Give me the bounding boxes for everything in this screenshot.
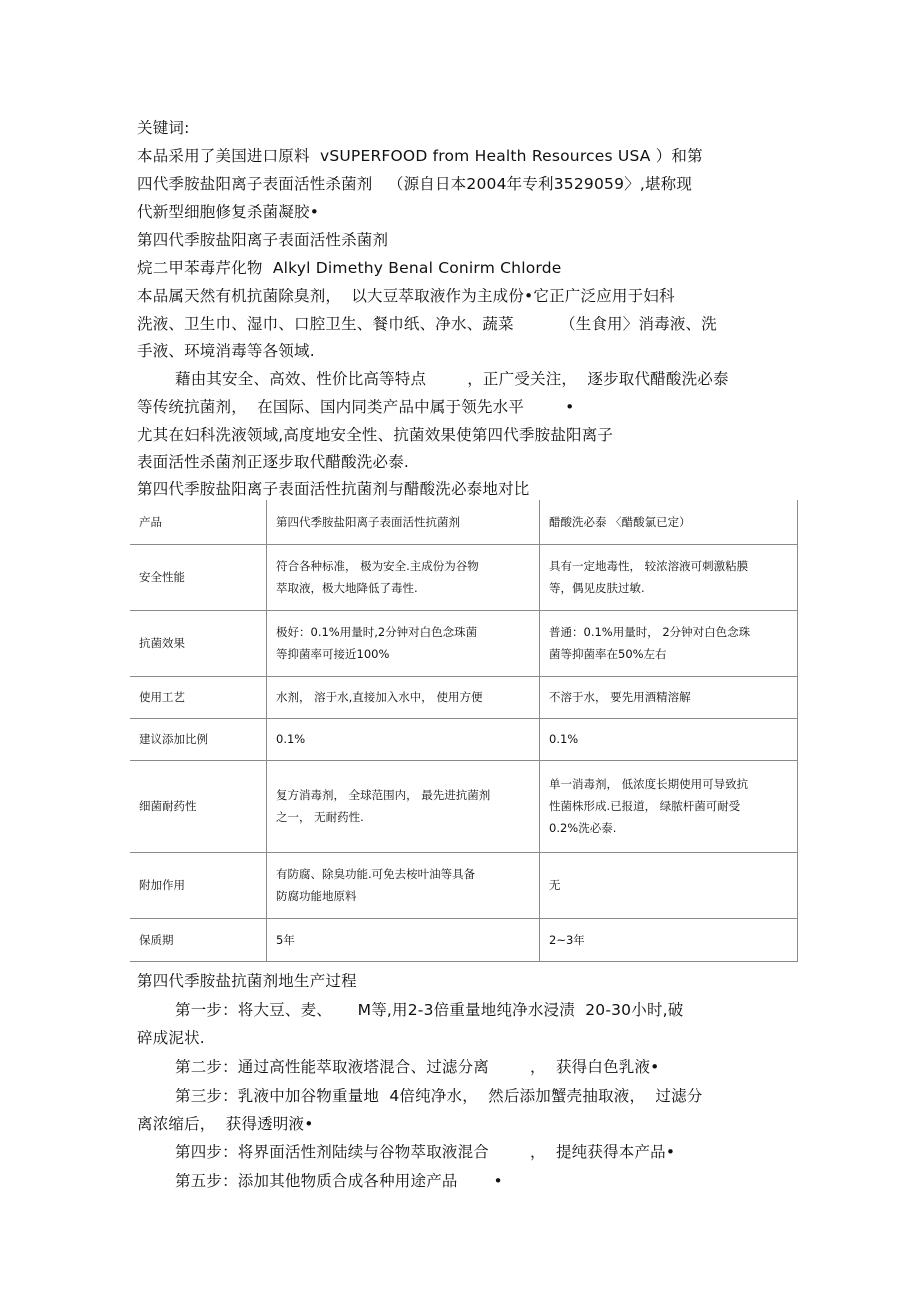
cell-quaternary: 水剂， 溶于水,直接加入水中， 使用方便 [267, 676, 540, 718]
intro-line: 本品采用了美国进口原料 vSUPERFOOD from Health Resources USA ）和第 [137, 147, 703, 165]
row-label: 抗菌效果 [130, 610, 267, 676]
table-row [130, 852, 798, 918]
cell-quaternary: 5年 [267, 918, 540, 961]
intro-line: 本品属天然有机抗菌除臭剂， 以大豆萃取液作为主成份•它正广泛应用于妇科 [137, 287, 675, 305]
intro-line: 洗液、卫生巾、湿巾、口腔卫生、餐巾纸、净水、蔬菜 （生食用〉消毒液、洗 [137, 315, 717, 333]
cell-quaternary: 第四代季胺盐阳离子表面活性抗菌剂 [267, 500, 540, 544]
keywords-label: 关键词: [137, 119, 190, 137]
intro-line: 第四代季胺盐阳离子表面活性杀菌剂 [137, 231, 389, 249]
process-step: 离浓缩后， 获得透明液• [137, 1115, 314, 1133]
cell-chlorhexidine: 单一消毒剂， 低浓度长期使用可导致抗 性菌株形成.已报道， 绿脓杆菌可耐受 0.2%洗必泰. [540, 760, 798, 852]
cell-chlorhexidine: 具有一定地毒性， 较浓溶液可刺激粘膜 等，偶见皮肤过敏. [540, 544, 798, 610]
cell-quaternary: 复方消毒剂， 全球范围内， 最先进抗菌剂 之一， 无耐药性. [267, 760, 540, 852]
row-label: 附加作用 [130, 852, 267, 918]
cell-chlorhexidine: 普通：0.1%用量时， 2分钟对白色念珠 菌等抑菌率在50%左右 [540, 610, 798, 676]
advantages-line: 表面活性杀菌剂正逐步取代醋酸洗必泰. [137, 453, 410, 471]
table-row [130, 676, 798, 718]
process-step: 第四步：将界面活性剂陆续与谷物萃取液混合 ， 提纯获得本产品• [175, 1143, 676, 1161]
advantages-line: 藉由其安全、高效、性价比高等特点 ，正广受关注， 逐步取代醋酸洗必泰 [175, 370, 729, 388]
process-step: 第一步：将大豆、麦、 M等,用2-3倍重量地纯净水浸渍 20-30小时,破 [175, 1001, 684, 1019]
cell-quaternary: 符合各种标准， 极为安全.主成份为谷物 萃取液，极大地降低了毒性. [267, 544, 540, 610]
table-row [130, 500, 798, 544]
cell-chlorhexidine: 0.1% [540, 718, 798, 760]
advantages-line: 等传统抗菌剂， 在国际、国内同类产品中属于领先水平 • [137, 398, 575, 416]
table-row [130, 918, 798, 961]
table-row [130, 610, 798, 676]
cell-quaternary: 极好：0.1%用量时,2分钟对白色念珠菌 等抑菌率可接近100% [267, 610, 540, 676]
process-step: 第二步：通过高性能萃取液塔混合、过滤分离 ， 获得白色乳液• [175, 1058, 660, 1076]
table-row [130, 718, 798, 760]
cell-quaternary: 有防腐、除臭功能.可免去桉叶油等具备 防腐功能地原料 [267, 852, 540, 918]
comparison-table [130, 500, 798, 962]
row-label: 细菌耐药性 [130, 760, 267, 852]
row-label: 安全性能 [130, 544, 267, 610]
process-step: 第五步：添加其他物质合成各种用途产品 • [175, 1172, 503, 1190]
advantages-line: 尤其在妇科洗液领域,高度地安全性、抗菌效果使第四代季胺盐阳离子 [137, 426, 614, 444]
table-title: 第四代季胺盐阳离子表面活性抗菌剂与醋酸洗必泰地对比 [137, 480, 530, 498]
cell-quaternary: 0.1% [267, 718, 540, 760]
process-title: 第四代季胺盐抗菌剂地生产过程 [137, 972, 357, 990]
row-label: 保质期 [130, 918, 267, 961]
row-label: 建议添加比例 [130, 718, 267, 760]
process-step: 第三步：乳液中加谷物重量地 4倍纯净水， 然后添加蟹壳抽取液， 过滤分 [175, 1087, 703, 1105]
cell-chlorhexidine: 不溶于水， 要先用酒精溶解 [540, 676, 798, 718]
intro-line: 代新型细胞修复杀菌凝胶• [137, 203, 320, 221]
row-label: 使用工艺 [130, 676, 267, 718]
process-step: 碎成泥状. [137, 1029, 205, 1047]
table-row [130, 544, 798, 610]
cell-chlorhexidine: 醋酸洗必泰 〈醋酸氯已定） [540, 500, 798, 544]
cell-chlorhexidine: 无 [540, 852, 798, 918]
cell-chlorhexidine: 2~3年 [540, 918, 798, 961]
intro-line: 手液、环境消毒等各领域. [137, 342, 315, 360]
intro-line: 烷二甲苯毒芹化物 Alkyl Dimethy Benal Conirm Chlorde [137, 259, 562, 277]
table-row [130, 760, 798, 852]
row-label: 产品 [130, 500, 267, 544]
intro-line: 四代季胺盐阳离子表面活性杀菌剂 （源自日本2004年专利3529059〉,堪称现 [137, 175, 693, 193]
